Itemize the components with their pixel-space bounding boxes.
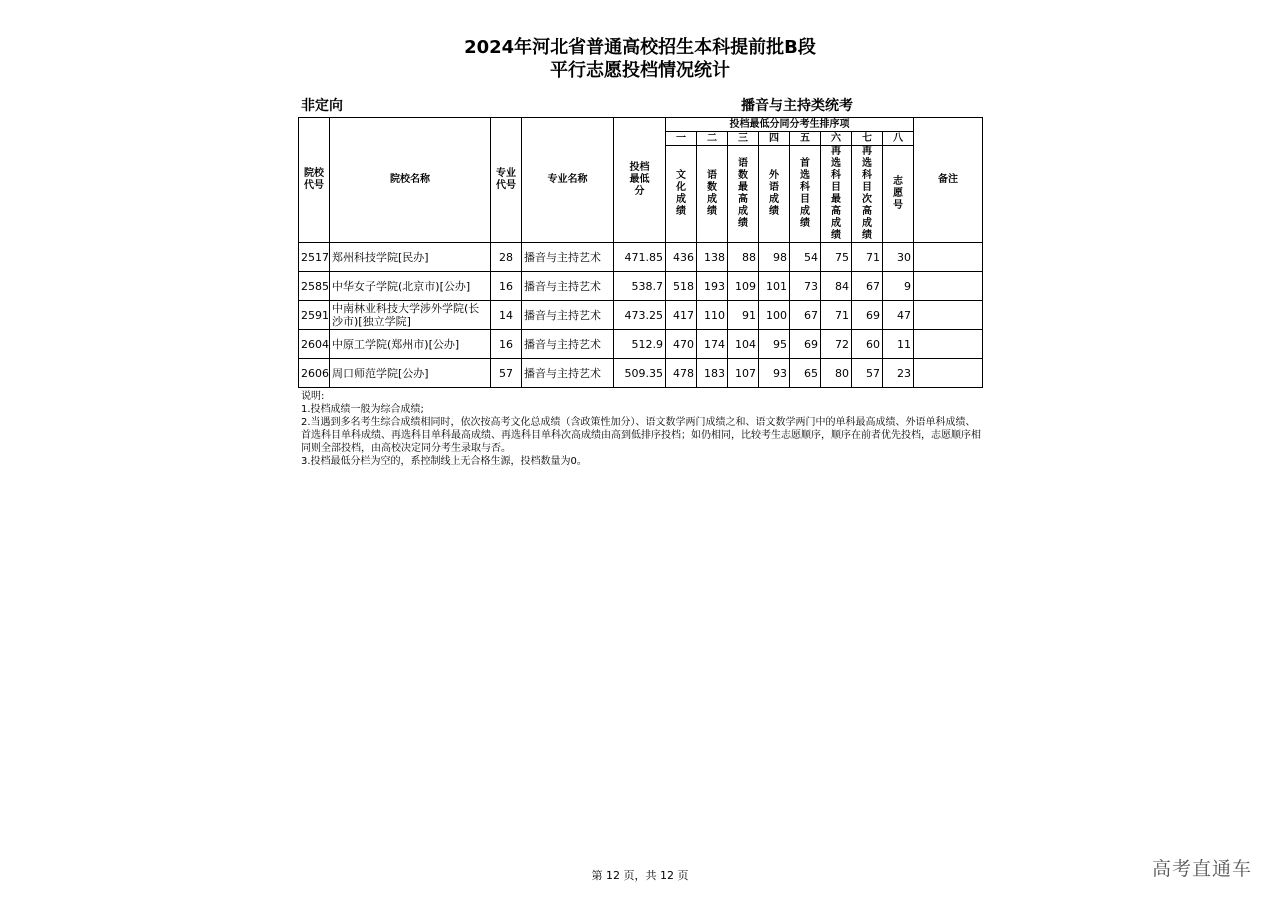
- sort-value-cell: 73: [790, 272, 821, 301]
- major-code-cell: 16: [491, 272, 522, 301]
- sort-value-cell: 71: [821, 301, 852, 330]
- header-sort-item: 语数成绩: [697, 146, 728, 243]
- min-score-cell: 473.25: [614, 301, 666, 330]
- school-code-cell: 2591: [299, 301, 330, 330]
- school-name-cell: 中原工学院(郑州市)[公办]: [330, 330, 491, 359]
- sort-value-cell: 138: [697, 243, 728, 272]
- sort-value-cell: 91: [728, 301, 759, 330]
- header-school-code: 院校代号: [299, 118, 330, 243]
- major-code-cell: 28: [491, 243, 522, 272]
- sort-value-cell: 95: [759, 330, 790, 359]
- sort-value-cell: 30: [883, 243, 914, 272]
- major-code-cell: 57: [491, 359, 522, 388]
- school-name-cell: 中南林业科技大学涉外学院(长沙市)[独立学院]: [330, 301, 491, 330]
- remark-cell: [914, 272, 983, 301]
- sort-value-cell: 65: [790, 359, 821, 388]
- remark-cell: [914, 330, 983, 359]
- major-name-cell: 播音与主持艺术: [522, 301, 614, 330]
- note-item: 1.投档成绩一般为综合成绩;: [301, 404, 424, 415]
- sort-value-cell: 84: [821, 272, 852, 301]
- remark-cell: [914, 359, 983, 388]
- page-subtitle: 平行志愿投档情况统计: [550, 60, 730, 81]
- min-score-cell: 512.9: [614, 330, 666, 359]
- min-score-cell: 509.35: [614, 359, 666, 388]
- sort-value-cell: 54: [790, 243, 821, 272]
- sort-value-cell: 110: [697, 301, 728, 330]
- sort-value-cell: 93: [759, 359, 790, 388]
- sort-value-cell: 72: [821, 330, 852, 359]
- sort-value-cell: 417: [666, 301, 697, 330]
- header-sort-number: 五: [790, 132, 821, 146]
- sort-value-cell: 174: [697, 330, 728, 359]
- page-title: 2024年河北省普通高校招生本科提前批B段: [464, 37, 816, 58]
- header-sort-number: 七: [852, 132, 883, 146]
- sort-value-cell: 67: [790, 301, 821, 330]
- school-code-cell: 2606: [299, 359, 330, 388]
- sort-value-cell: 71: [852, 243, 883, 272]
- major-name-cell: 播音与主持艺术: [522, 272, 614, 301]
- sort-value-cell: 60: [852, 330, 883, 359]
- note-item: 3.投档最低分栏为空的，系控制线上无合格生源，投档数量为0。: [301, 456, 587, 467]
- sort-value-cell: 104: [728, 330, 759, 359]
- header-sort-number: 三: [728, 132, 759, 146]
- notes-heading: 说明:: [301, 391, 325, 402]
- school-name-cell: 郑州科技学院[民办]: [330, 243, 491, 272]
- header-sort-item: 再选科目次高成绩: [852, 146, 883, 243]
- header-sort-item: 外语成绩: [759, 146, 790, 243]
- table-row: [299, 330, 983, 359]
- header-sort-number: 六: [821, 132, 852, 146]
- sort-value-cell: 88: [728, 243, 759, 272]
- header-sort-item: 文化成绩: [666, 146, 697, 243]
- sort-value-cell: 67: [852, 272, 883, 301]
- header-sort-item: 语数最高成绩: [728, 146, 759, 243]
- remark-cell: [914, 301, 983, 330]
- header-sort-item: 再选科目最高成绩: [821, 146, 852, 243]
- sort-value-cell: 98: [759, 243, 790, 272]
- header-sort-number: 八: [883, 132, 914, 146]
- sort-value-cell: 183: [697, 359, 728, 388]
- min-score-cell: 471.85: [614, 243, 666, 272]
- header-remark: 备注: [914, 118, 983, 243]
- sort-value-cell: 80: [821, 359, 852, 388]
- major-name-cell: 播音与主持艺术: [522, 359, 614, 388]
- major-code-cell: 16: [491, 330, 522, 359]
- page-number: 第 12 页，共 12 页: [591, 869, 689, 882]
- sort-value-cell: 436: [666, 243, 697, 272]
- sort-value-cell: 107: [728, 359, 759, 388]
- category-label: 非定向: [301, 98, 343, 114]
- header-min-score: 投档最低分: [614, 118, 666, 243]
- exam-type-label: 播音与主持类统考: [741, 98, 853, 114]
- school-name-cell: 周口师范学院[公办]: [330, 359, 491, 388]
- table-row: [299, 359, 983, 388]
- header-major-name: 专业名称: [522, 118, 614, 243]
- major-name-cell: 播音与主持艺术: [522, 330, 614, 359]
- admission-table: [298, 117, 983, 388]
- major-code-cell: 14: [491, 301, 522, 330]
- school-code-cell: 2604: [299, 330, 330, 359]
- sort-value-cell: 518: [666, 272, 697, 301]
- note-item: 2.当遇到多名考生综合成绩相同时，依次按高考文化总成绩（含政策性加分）、语文数学两门成绩之和、语文数学两门中的单科最高成绩、外语单科成绩、首选科目单科成绩、再选科目单科最高成绩、再选科目单科次高成绩由高到低排序投档；如仍相同，比较考生志愿顺序，顺序在前者优先投档，志愿顺序相同则全部投档，由高校决定同分考生录取与否。: [301, 417, 981, 454]
- header-sort-group: 投档最低分同分考生排序项: [666, 118, 914, 132]
- sort-value-cell: 47: [883, 301, 914, 330]
- header-sort-number: 四: [759, 132, 790, 146]
- watermark: 高考直通车: [1151, 858, 1252, 880]
- sort-value-cell: 193: [697, 272, 728, 301]
- header-sort-number: 二: [697, 132, 728, 146]
- sort-value-cell: 11: [883, 330, 914, 359]
- min-score-cell: 538.7: [614, 272, 666, 301]
- school-name-cell: 中华女子学院(北京市)[公办]: [330, 272, 491, 301]
- sort-value-cell: 100: [759, 301, 790, 330]
- remark-cell: [914, 243, 983, 272]
- notes-section: [301, 390, 981, 468]
- sort-value-cell: 69: [790, 330, 821, 359]
- school-code-cell: 2517: [299, 243, 330, 272]
- school-code-cell: 2585: [299, 272, 330, 301]
- sort-value-cell: 109: [728, 272, 759, 301]
- table-row: [299, 272, 983, 301]
- sort-value-cell: 69: [852, 301, 883, 330]
- sort-value-cell: 23: [883, 359, 914, 388]
- sort-value-cell: 478: [666, 359, 697, 388]
- table-row: [299, 243, 983, 272]
- sort-value-cell: 9: [883, 272, 914, 301]
- sort-value-cell: 470: [666, 330, 697, 359]
- major-name-cell: 播音与主持艺术: [522, 243, 614, 272]
- sort-value-cell: 75: [821, 243, 852, 272]
- table-row: [299, 301, 983, 330]
- header-sort-item: 志愿号: [883, 146, 914, 243]
- header-sort-number: 一: [666, 132, 697, 146]
- header-sort-item: 首选科目成绩: [790, 146, 821, 243]
- sort-value-cell: 101: [759, 272, 790, 301]
- sort-value-cell: 57: [852, 359, 883, 388]
- header-major-code: 专业代号: [491, 118, 522, 243]
- header-school-name: 院校名称: [330, 118, 491, 243]
